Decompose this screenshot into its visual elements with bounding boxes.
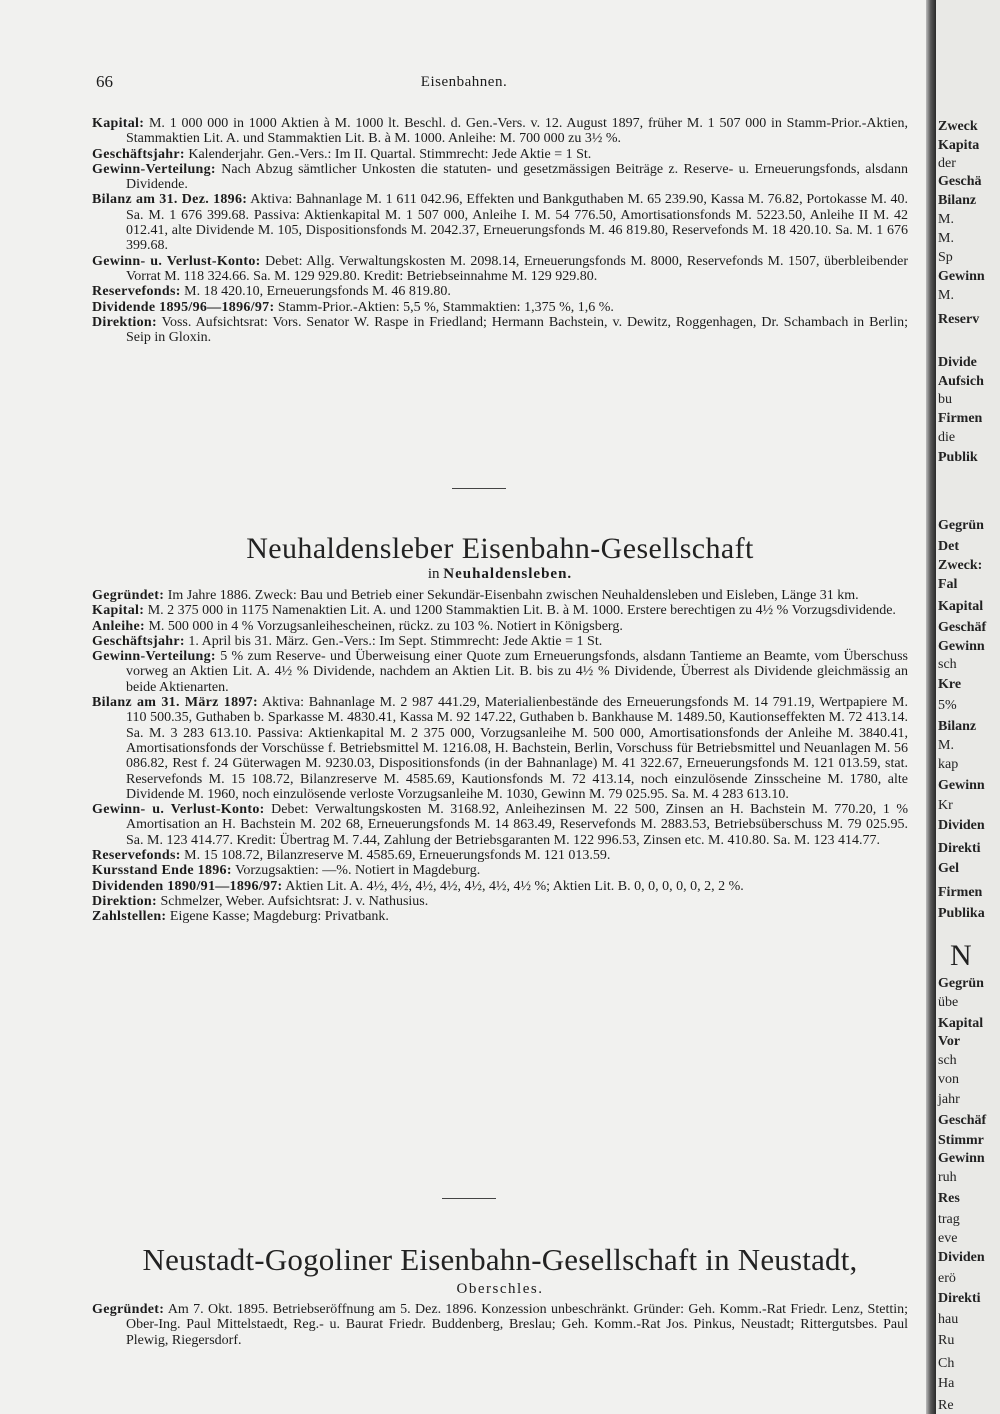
entry-text: Nach Abzug sämtlicher Unkosten die statuten- und gesetzmässigen Beiträge z. Reserve- u. Erneuerungsfonds, alsdann Dividende.: [126, 161, 908, 193]
entry-paragraph: [92, 879, 908, 894]
entry-label: Gegründet:: [92, 1302, 165, 1317]
entry-label: Reservefonds:: [92, 284, 181, 300]
adjacent-page-fragment: N: [950, 939, 972, 972]
entry-text: Kalenderjahr. Gen.-Vers.: Im II. Quartal. Stimmrecht: Jede Aktie = 1 St.: [188, 146, 592, 162]
adjacent-page-fragment: Publik: [938, 450, 978, 465]
section-title-neustadt: Neustadt-Gogoliner Eisenbahn-Gesellschaft in Neustadt,: [142, 1242, 858, 1277]
entry-label: Zahlstellen:: [92, 909, 167, 925]
section-title-neuhaldensleben: Neuhaldensleber Eisenbahn-Gesellschaft: [246, 532, 754, 565]
adjacent-page-fragment: Vor: [938, 1034, 961, 1049]
adjacent-page-fragment: erö: [938, 1271, 956, 1286]
book-gutter: [926, 0, 936, 1414]
entry-label: Dividenden 1890/91—1896/97:: [92, 878, 283, 894]
entry-text: Voss. Aufsichtsrat: Vors. Senator W. Raspe in Friedland; Hermann Bachstein, v. Dewitz, Roggenhagen, Dr. Schambach in Berlin; Seip in Gloxin.: [126, 314, 908, 346]
entry-paragraph: [92, 162, 908, 193]
adjacent-page-fragment: kap: [938, 757, 959, 772]
adjacent-page-fragment: Kapital: [938, 1016, 984, 1031]
entry-paragraph: [92, 603, 908, 618]
adjacent-page-fragment: trag: [938, 1212, 960, 1227]
entry-paragraph: [92, 802, 908, 848]
adjacent-page-fragment: ruh: [938, 1170, 957, 1185]
adjacent-page-fragment: Gel: [938, 861, 959, 876]
adjacent-page-fragment: Stimmr: [938, 1133, 984, 1148]
adjacent-page-fragment: Direkti: [938, 1291, 981, 1306]
adjacent-page-fragment: Zweck:: [938, 558, 983, 573]
adjacent-page-fragment: Publika: [938, 906, 985, 921]
adjacent-page-fragment: Firmen: [938, 885, 983, 900]
adjacent-page-fragment: eve: [938, 1231, 958, 1246]
adjacent-page-fragment: Sp: [938, 250, 953, 265]
entry-paragraph: [92, 315, 908, 346]
entry-label: Gewinn- u. Verlust-Konto:: [92, 802, 265, 818]
entry-label: Geschäftsjahr:: [92, 633, 185, 649]
entry-label: Gewinn-Verteilung:: [92, 649, 216, 665]
adjacent-page-fragment: Direkti: [938, 841, 981, 856]
entry-text: Am 7. Okt. 1895. Betriebseröffnung am 5. Dez. 1896. Konzession unbeschränkt. Gründer: Geh. Komm.-Rat Friedr. Lenz, Stettin; Ober-Ing. Paul Mittelstaedt, Reg.- u. Baurat Friedr. Buddenberg, Breslau; Geh. Komm.-Rat Jos. Pinkus, Neustadt; Rittergutsbes. Paul Plewig, Riegersdorf.: [126, 1302, 908, 1348]
entry-label: Gegründet:: [92, 588, 165, 603]
page-number: 66: [96, 72, 113, 91]
section-location: [92, 566, 908, 583]
adjacent-page-fragment: Bilanz: [938, 193, 977, 208]
adjacent-page-fragment: Ch: [938, 1356, 955, 1371]
adjacent-page-fragment: Geschä: [938, 174, 982, 189]
adjacent-page-fragment: hau: [938, 1312, 959, 1327]
adjacent-page-fragment: M.: [938, 212, 954, 227]
section-divider: [442, 1198, 496, 1199]
adjacent-page-fragment: Kapita: [938, 138, 980, 153]
adjacent-page-fragment: Det: [938, 539, 959, 554]
entry-text: M. 500 000 in 4 % Vorzugsanleihescheinen, rückz. zu 103 %. Notiert in Königsberg.: [148, 618, 623, 634]
entry-label: Bilanz am 31. Dez. 1896:: [92, 192, 248, 208]
entry-text: Debet: Allg. Verwaltungskosten M. 2098.14, Erneuerungsfonds M. 8000, Reservefonds M. 1507, überbleibender Vorrat M. 118 324.66. Sa. M. 129 929.80. Kredit: Betriebseinnahme M. 129 929.80.: [126, 253, 908, 284]
entry-text: Aktien Lit. A. 4½, 4½, 4½, 4½, 4½, 4½, 4½ %; Aktien Lit. B. 0, 0, 0, 0, 0, 2, 2 %.: [285, 878, 744, 894]
running-head: Eisenbahnen.: [420, 74, 508, 90]
company-entry-2: [92, 588, 908, 925]
entry-paragraph: [92, 619, 908, 634]
section-subtitle: Oberschles.: [456, 1281, 544, 1297]
entry-label: Anleihe:: [92, 618, 145, 634]
adjacent-page-fragment: Kre: [938, 677, 962, 692]
entry-label: Kapital:: [92, 116, 145, 131]
adjacent-page-fragment: Res: [938, 1191, 960, 1206]
entry-label: Kursstand Ende 1896:: [92, 863, 232, 879]
adjacent-page-fragment: von: [938, 1072, 959, 1087]
adjacent-page-fragment: Gewinn: [938, 269, 985, 284]
entry-paragraph: [92, 848, 908, 863]
entry-text: 1. April bis 31. März. Gen.-Vers.: Im Sept. Stimmrecht: Jede Aktie = 1 St.: [188, 633, 603, 649]
adjacent-page-fragment: Geschäf: [938, 1113, 987, 1128]
adjacent-page-fragment: Dividen: [938, 818, 985, 833]
entry-paragraph: [92, 254, 908, 285]
entry-paragraph: [92, 1302, 908, 1348]
adjacent-page-fragment: Gewinn: [938, 1151, 985, 1166]
entry-text: Vorzugsaktien: —%. Notiert in Magdeburg.: [235, 863, 481, 879]
adjacent-page-fragment: Reserv: [938, 312, 980, 327]
entry-text: Aktiva: Bahnanlage M. 2 987 441.29, Materialienbestände des Erneuerungsfonds M. 14 791.19, Wertpapiere M. 110 500.35, Guthaben b. Sparkasse M. 4830.41, Kassa M. 92 147.22, Guthaben b. Bankhause M. 1489.50, Kautionseffekten M. 72 413.14. Sa. M. 3 283 613.10. Passiva: Aktienkapital M. 2 375 000, Vorzugsanleihe M. 500 000, Amortisationsfonds der Anleihe M. 3840.41, Amortisationsfonds der Vorschüsse f. Betriebsmittel M. 1216.08, H. Bachstein, Berlin, Vorschuss für Betriebsmittel und Neuanlagen M. 56 086.82, Rest f. 24 Güterwagen M. 9230.03, Dispositionsfonds (in der Bahnanlage) M. 41 322.67, Erneuerungsfonds M. 121 013.59, stat. Reservefonds M. 15 108.72, Bilanzreserve M. 4585.69, Kautionsfonds M. 72 413.14, noch einzulösende Zinsscheine M. 1780, alte Dividende M. 1960, noch einzulösende verloste Vorzugsanleihe M. 1030, Gewinn M. 79 025.95. Sa. M. 4 283 613.10.: [126, 695, 909, 802]
adjacent-page-fragment: jahr: [938, 1092, 960, 1107]
adjacent-page-fragment: der: [938, 156, 956, 171]
entry-paragraph: [92, 634, 908, 649]
entry-text: Debet: Verwaltungskosten M. 3168.92, Anleihezinsen M. 22 500, Zinsen an H. Bachstein M. 770.20, 1 % Amortisation an H. Bachstein M. 202 68, Erneuerungsfonds M. 14 863.49, Reservefonds M. 2883.53, Betriebsüberschuss M. 79 025.95. Sa. M. 123 414.77. Kredit: Übertrag M. 7.44, Zahlung der Betriebsgaranten M. 122 996.53, Zinsen etc. M. 410.80. Sa. M. 123 414.77.: [126, 802, 909, 848]
adjacent-page-fragment: Dividen: [938, 1250, 985, 1265]
entry-text: Aktiva: Bahnanlage M. 1 611 042.96, Effekten und Bankguthaben M. 65 239.90, Kassa M. 76.82, Portokasse M. 40. Sa. M. 1 676 399.68. Passiva: Aktienkapital M. 1 507 000, Anleihe I. M. 54 776.50, Amortisationsfonds M. 5223.50, Anleihe II M. 42 012.41, alte Dividende M. 105, Dispositionsfonds M. 2042.37, Erneuerungsfonds M. 46 819.80, Reservefonds M. 18 420.10. Sa. M. 1 676 399.68.: [126, 192, 908, 254]
adjacent-page-fragment: 5%: [938, 698, 957, 713]
location-prefix: in: [427, 566, 440, 582]
entry-paragraph: [92, 863, 908, 878]
entry-paragraph: [92, 894, 908, 909]
adjacent-page-fragment: Kapital: [938, 599, 984, 614]
entry-text: Eigene Kasse; Magdeburg: Privatbank.: [169, 909, 389, 925]
entry-paragraph: [92, 192, 908, 253]
entry-label: Dividende 1895/96—1896/97:: [92, 299, 275, 315]
entry-text: 5 % zum Reserve- und Überweisung einer Quote zum Erneuerungsfonds, alsdann Tantieme an Beamte, vom Überschuss vorweg an Aktien Lit. A. 4½ % Dividende, nachdem an Aktien Lit. B. bis zu 4½ % Dividende, Überrest als Dividende gleichmässig an beide Aktienarten.: [126, 649, 908, 695]
company-entry-1: [92, 116, 908, 345]
entry-label: Kapital:: [92, 603, 145, 619]
entry-label: Gewinn-Verteilung:: [92, 161, 216, 177]
adjacent-page-fragment: Fal: [938, 577, 958, 592]
entry-text: Im Jahre 1886. Zweck: Bau und Betrieb einer Sekundär-Eisenbahn zwischen Neuhaldensleben und Eisleben, Länge 31 km.: [167, 588, 859, 603]
entry-paragraph: [92, 147, 908, 162]
entry-paragraph: [92, 695, 908, 802]
adjacent-page-fragment: die: [938, 430, 956, 445]
adjacent-page-fragment: Divide: [938, 355, 977, 370]
adjacent-page-fragment: sch: [938, 1053, 957, 1068]
adjacent-page-fragment: Aufsich: [938, 374, 984, 389]
adjacent-page-fragment: Gewinn: [938, 778, 985, 793]
adjacent-page-fragment: bu: [938, 392, 952, 407]
entry-text: Schmelzer, Weber. Aufsichtsrat: J. v. Nathusius.: [160, 893, 429, 909]
entry-paragraph: [92, 284, 908, 299]
entry-label: Gewinn- u. Verlust-Konto:: [92, 253, 261, 269]
entry-text: M. 2 375 000 in 1175 Namenaktien Lit. A. und 1200 Stammaktien Lit. B. à M. 1000. Erstere berechtigen zu 4½ % Vorzugsdividende.: [147, 603, 896, 619]
adjacent-page-fragment: Ha: [938, 1376, 955, 1391]
adjacent-page-fragment: Gegrün: [938, 518, 984, 533]
entry-paragraph: [92, 588, 908, 603]
adjacent-page-fragment: M.: [938, 738, 954, 753]
entry-paragraph: [92, 300, 908, 315]
entry-label: Direktion:: [92, 314, 157, 330]
entry-text: Stamm-Prior.-Aktien: 5,5 %, Stammaktien: 1,375 %, 1,6 %.: [277, 299, 614, 315]
section-divider: [452, 488, 506, 489]
adjacent-page-fragment: Re: [938, 1398, 954, 1413]
entry-text: M. 18 420.10, Erneuerungsfonds M. 46 819.80.: [184, 284, 451, 300]
entry-paragraph: [92, 116, 908, 147]
adjacent-page-fragment: Geschäf: [938, 620, 987, 635]
adjacent-page-fragment: Firmen: [938, 411, 983, 426]
entry-label: Geschäftsjahr:: [92, 146, 185, 162]
adjacent-page-fragment: Bilanz: [938, 719, 977, 734]
adjacent-page-fragment: Ru: [938, 1333, 955, 1348]
adjacent-page-fragment: sch: [938, 657, 957, 672]
adjacent-page-fragment: Zweck: [938, 119, 978, 134]
entry-text: M. 15 108.72, Bilanzreserve M. 4585.69, Erneuerungsfonds M. 121 013.59.: [184, 848, 611, 864]
adjacent-page-fragment: Gegrün: [938, 976, 984, 991]
adjacent-page-fragment: Gewinn: [938, 639, 985, 654]
adjacent-page-fragment: M.: [938, 288, 954, 303]
entry-label: Bilanz am 31. März 1897:: [92, 695, 258, 711]
entry-label: Reservefonds:: [92, 848, 181, 864]
adjacent-page-fragment: Kr: [938, 798, 953, 813]
adjacent-page-edge: [936, 0, 1000, 1414]
entry-paragraph: [92, 909, 908, 924]
entry-label: Direktion:: [92, 893, 157, 909]
company-entry-3: [92, 1302, 908, 1348]
entry-paragraph: [92, 649, 908, 695]
adjacent-page-fragment: M.: [938, 231, 954, 246]
adjacent-page-fragment: übe: [938, 995, 959, 1010]
entry-text: M. 1 000 000 in 1000 Aktien à M. 1000 lt. Beschl. d. Gen.-Vers. v. 12. August 1897, früher M. 1 507 000 in Stamm-Prior.-Aktien, Stammaktien Lit. A. und Stammaktien Lit. B. à M. 1000. Anleihe: M. 700 000 zu 3½ %.: [126, 116, 909, 147]
location-name: Neuhaldensleben.: [443, 566, 573, 582]
